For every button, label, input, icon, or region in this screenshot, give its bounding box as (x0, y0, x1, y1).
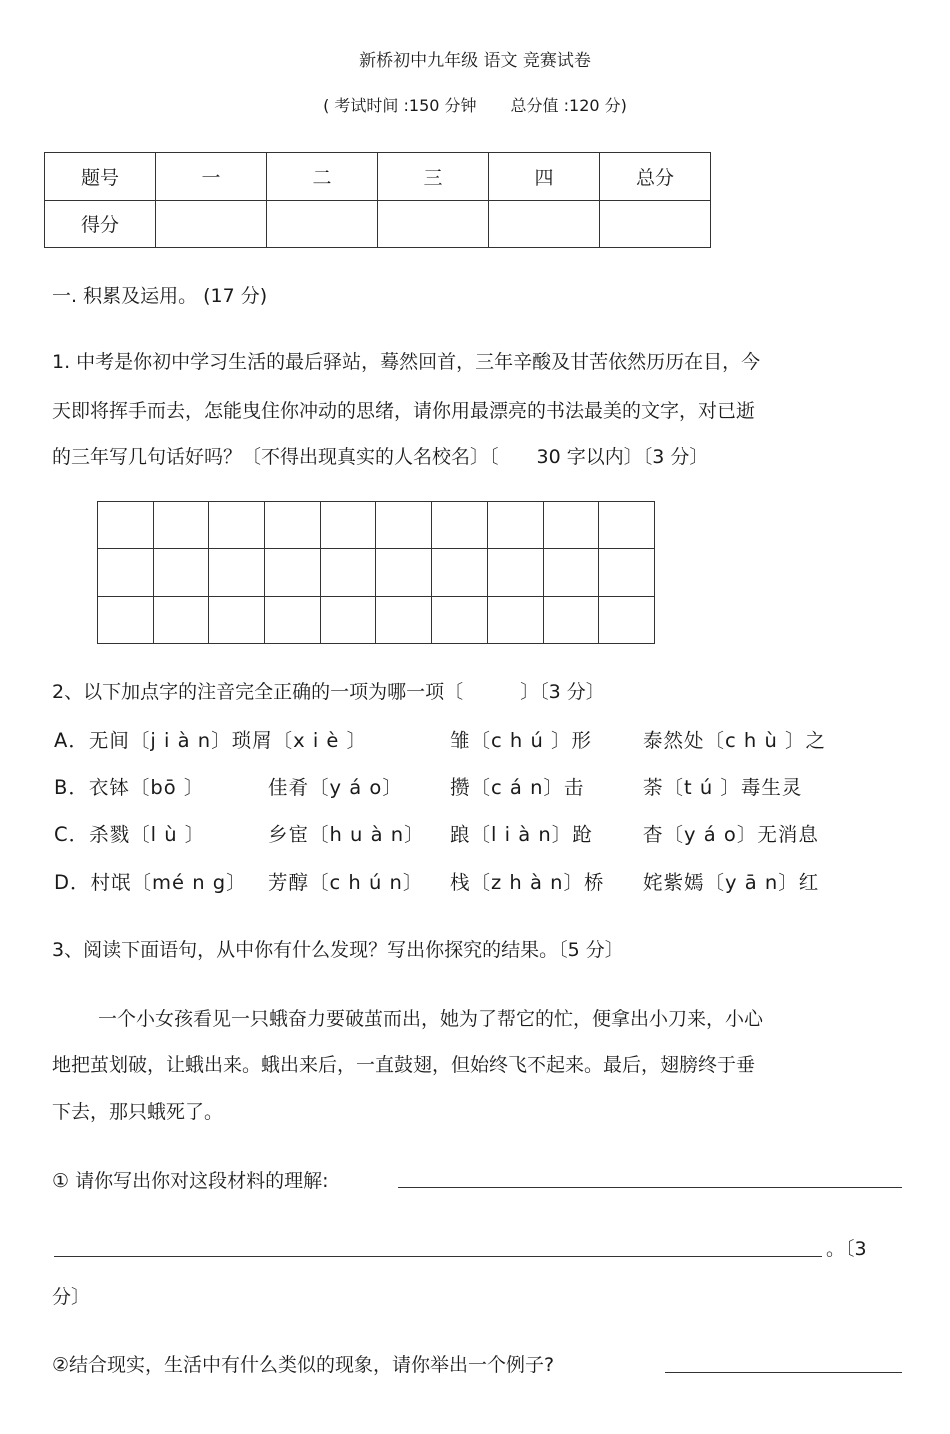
q3-passage-line: 下去，那只蛾死了。 (52, 1101, 224, 1123)
q2-option-b-item: 攒〔c á n〕击 (450, 776, 585, 799)
writing-grid-cell[interactable] (543, 596, 599, 643)
score-table-cell: 三 (378, 153, 489, 201)
writing-grid-cell[interactable] (432, 549, 488, 596)
q2-option-b-item: 荼〔t ú 〕毒生灵 (643, 776, 803, 799)
q2-option-b[interactable]: B．衣钵〔bō 〕 (54, 776, 205, 799)
writing-grid-cell[interactable] (376, 502, 432, 549)
writing-grid-cell[interactable] (320, 502, 376, 549)
writing-grid-cell[interactable] (153, 549, 209, 596)
writing-grid (97, 501, 655, 644)
score-input-cell[interactable] (156, 200, 267, 248)
q3-passage-line: 一个小女孩看见一只蛾奋力要破茧而出，她为了帮它的忙，便拿出小刀来，小心 (98, 1008, 764, 1030)
writing-grid-cell[interactable] (153, 502, 209, 549)
q2-option-b-item: 佳肴〔y á o〕 (268, 776, 403, 799)
score-table-score-row (45, 200, 711, 248)
q1-text-line: 天即将挥手而去，怎能曳住你冲动的思绪，请你用最漂亮的书法最美的文字，对已逝 (52, 400, 756, 422)
score-input-cell[interactable] (378, 200, 489, 248)
score-table (44, 152, 711, 248)
q2-option-a-item: 雏〔c h ú 〕形 (450, 729, 593, 752)
writing-grid-cell[interactable] (209, 549, 265, 596)
score-input-cell[interactable] (267, 200, 378, 248)
writing-grid-cell[interactable] (265, 549, 321, 596)
q2-option-d-item: 栈〔z h à n〕桥 (450, 871, 605, 894)
q2-option-c-item: 杳〔y á o〕无消息 (643, 823, 819, 846)
exam-title: 新桥初中九年级 语文 竞赛试卷 (359, 51, 591, 71)
writing-grid-cell[interactable] (153, 596, 209, 643)
q1-text-line: 的三年写几句话好吗？〔不得出现真实的人名校名〕〔 30 字以内〕〔3 分〕 (52, 446, 709, 468)
writing-grid-cell[interactable] (265, 596, 321, 643)
writing-grid-cell[interactable] (209, 596, 265, 643)
q2-option-c-item: 乡宦〔h u à n〕 (268, 823, 425, 846)
writing-grid-cell[interactable] (599, 549, 655, 596)
q2-option-d-item: 姹紫嫣〔y ā n〕红 (643, 871, 820, 894)
q3-sub2-prompt: ②结合现实，生活中有什么类似的现象，请你举出一个例子? (52, 1354, 555, 1376)
writing-grid-cell[interactable] (543, 549, 599, 596)
score-table-cell: 得分 (45, 200, 156, 248)
writing-grid-cell[interactable] (543, 502, 599, 549)
q3-sub1-score: 。〔3 (826, 1238, 867, 1260)
score-table-header-row (45, 153, 711, 201)
q3-passage-line: 地把茧划破，让蛾出来。蛾出来后，一直鼓翅，但始终飞不起来。最后，翅膀终于垂 (52, 1054, 756, 1076)
q2-stem: 2、以下加点字的注音完全正确的一项为哪一项〔 〕〔3 分〕 (52, 681, 605, 703)
writing-grid-row (98, 549, 655, 596)
writing-grid-row (98, 502, 655, 549)
q3-sub1-answer-line-2[interactable] (54, 1256, 822, 1257)
writing-grid-cell[interactable] (599, 502, 655, 549)
q3-sub2-answer-line[interactable] (665, 1372, 902, 1373)
exam-subtitle (0, 93, 950, 116)
writing-grid-cell[interactable] (376, 549, 432, 596)
score-table-cell: 题号 (45, 153, 156, 201)
q3-sub1-prompt: ① 请你写出你对这段材料的理解: (52, 1170, 329, 1192)
q2-option-d-item: 芳醇〔c h ú n〕 (268, 871, 424, 894)
section1-heading: 一. 积累及运用。 (17 分) (52, 285, 268, 307)
q3-sub1-answer-line[interactable] (398, 1187, 902, 1188)
writing-grid-cell[interactable] (487, 549, 543, 596)
writing-grid-cell[interactable] (209, 502, 265, 549)
writing-grid-cell[interactable] (320, 596, 376, 643)
writing-grid-cell[interactable] (98, 596, 154, 643)
writing-grid-cell[interactable] (98, 549, 154, 596)
q2-option-c-item: 踉〔l i à n〕跄 (450, 823, 593, 846)
writing-grid-cell[interactable] (376, 596, 432, 643)
writing-grid-cell[interactable] (487, 596, 543, 643)
q2-option-a[interactable]: A．无间〔j i à n〕琐屑〔x i è 〕 (54, 729, 368, 752)
q1-text-line: 1. 中考是你初中学习生活的最后驿站，蓦然回首，三年辛酸及甘苦依然历历在目，今 (52, 351, 761, 373)
exam-total-score: 总分值 :120 分) (510, 96, 627, 115)
q2-option-d[interactable]: D．村氓〔mé n g〕 (54, 871, 247, 894)
score-table-cell: 四 (489, 153, 600, 201)
score-input-cell[interactable] (489, 200, 600, 248)
writing-grid-cell[interactable] (98, 502, 154, 549)
q2-option-a-item: 泰然处〔c h ù 〕之 (643, 729, 827, 752)
writing-grid-row (98, 596, 655, 643)
q2-option-c[interactable]: C．杀戮〔l ù 〕 (54, 823, 206, 846)
writing-grid-cell[interactable] (487, 502, 543, 549)
score-table-cell: 总分 (600, 153, 711, 201)
exam-time: ( 考试时间 :150 分钟 (323, 96, 477, 115)
q3-stem: 3、阅读下面语句，从中你有什么发现？写出你探究的结果。〔5 分〕 (52, 939, 624, 961)
score-input-cell[interactable] (600, 200, 711, 248)
writing-grid-cell[interactable] (320, 549, 376, 596)
score-table-cell: 一 (156, 153, 267, 201)
score-table-cell: 二 (267, 153, 378, 201)
writing-grid-cell[interactable] (265, 502, 321, 549)
writing-grid-cell[interactable] (599, 596, 655, 643)
q3-sub1-score-cont: 分〕 (52, 1286, 91, 1308)
writing-grid-cell[interactable] (432, 596, 488, 643)
writing-grid-cell[interactable] (432, 502, 488, 549)
